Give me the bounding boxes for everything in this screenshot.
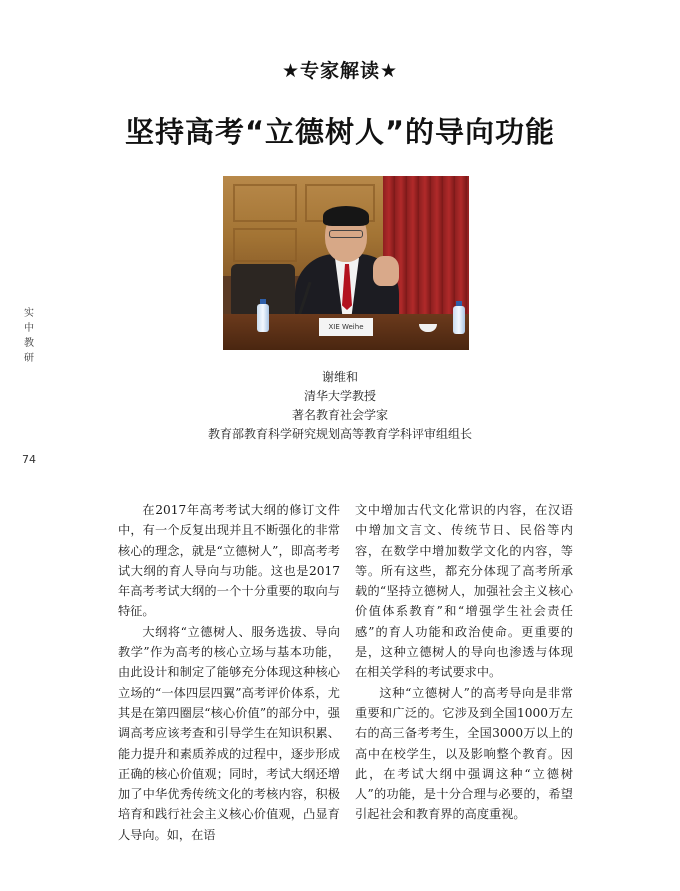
photo-speaker-hair [323, 206, 369, 226]
article-paragraph: 文中增加古代文化常识的内容，在汉语中增加文言文、传统节日、民俗等内容，在数学中增加数学文化的内容，等等。所有这些，都充分体现了高考所承载的“坚持立德树人，加强社会主义核心价值体系教育”和“增强学生社会责任感”的育人功能和政治使命。更重要的是，这种立德树人的导向也渗透与体现在相关学科的考试要求中。 [355, 503, 573, 680]
side-column-label [22, 306, 36, 366]
page-number: 74 [22, 453, 36, 466]
photo-speaker-glasses [329, 230, 363, 238]
photo-wall-panel [233, 228, 297, 262]
side-label-char: 中 [24, 323, 34, 334]
section-tag: ★专家解读★ [281, 60, 399, 82]
photo-wall-panel [233, 184, 297, 222]
photo-speaker-hand [373, 256, 399, 286]
article-paragraph: 这种“立德树人”的高考导向是非常重要和广泛的。它涉及到全国1000万左右的高三备考考生，全国3000万以上的高中在校学生，以及影响整个教育。因此，在考试大纲中强调这种“立德树人”的功能，是十分合理与必要的，希望引起社会和教育界的高度重视。 [355, 685, 573, 822]
photo-nameplate: XIE Weihe [319, 318, 373, 336]
author-title-line: 教育部教育科学研究规划高等教育学科评审组组长 [207, 427, 472, 441]
article-title: 坚持高考“立德树人”的导向功能 [124, 115, 556, 149]
article-column-left [118, 500, 340, 845]
author-photo [223, 176, 469, 350]
author-caption [0, 368, 680, 444]
article-paragraph: 在2017年高考考试大纲的修订文件中，有一个反复出现并且不断强化的非常核心的理念，就是“立德树人”，即高考考试大纲的育人导向与功能。这也是2017年高考考试大纲的一个十分重要的取向与特征。 [118, 503, 340, 619]
author-name: 谢维和 [321, 370, 358, 384]
photo-water-bottle [453, 306, 465, 334]
author-title-line: 清华大学教授 [303, 389, 376, 403]
article-column-right [355, 500, 573, 825]
side-label-char: 研 [24, 353, 34, 364]
author-title-line: 著名教育社会学家 [291, 408, 388, 422]
side-label-char: 教 [24, 338, 34, 349]
side-label-char: 实 [24, 308, 34, 319]
photo-water-bottle [257, 304, 269, 332]
article-paragraph: 大纲将“立德树人、服务选拔、导向教学”作为高考的核心立场与基本功能，由此设计和制定了能够充分体现这种核心立场的“一体四层四翼”高考评价体系，尤其是在第四圈层“核心价值”的部分中，强调高考应该考查和引导学生在知识积累、能力提升和素质养成的过程中，逐步形成正确的核心价值观；同时，考试大纲还增加了中华优秀传统文化的考核内容，积极培育和践行社会主义核心价值观，凸显育人导向。如，在语 [118, 624, 340, 842]
